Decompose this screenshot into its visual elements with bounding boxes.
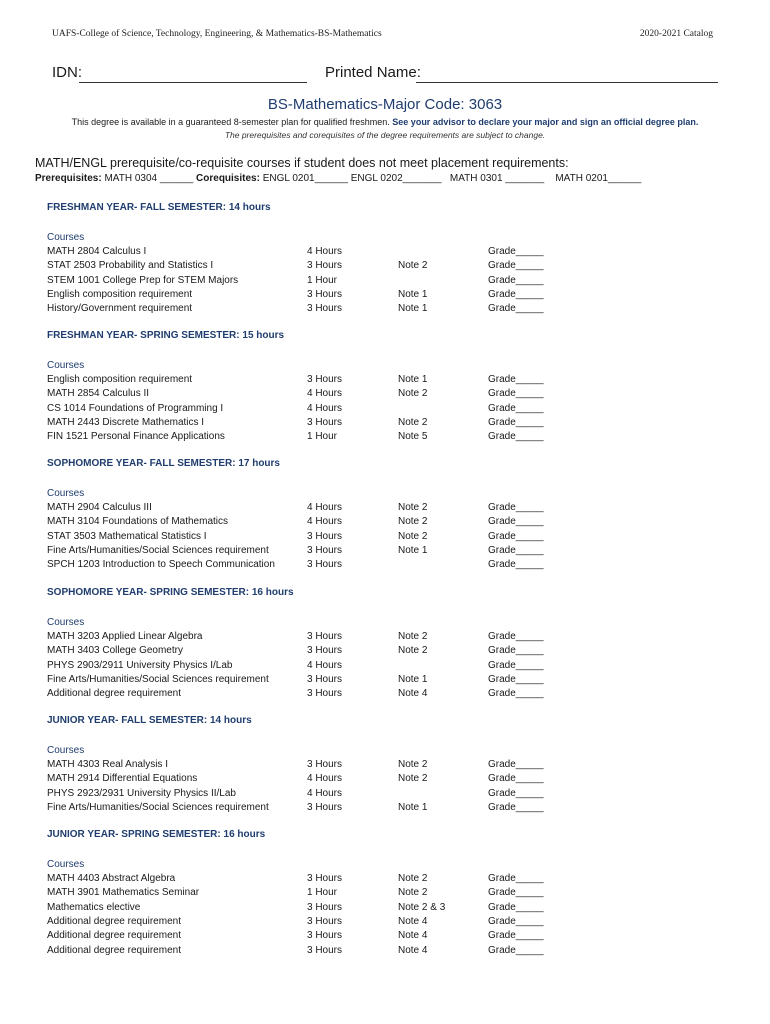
courses-label: Courses [47, 859, 85, 870]
semester-title: SOPHOMORE YEAR- FALL SEMESTER: 17 hours [47, 458, 280, 469]
grade-blank[interactable]: Grade_____ [488, 416, 544, 428]
prereq-heading: MATH/ENGL prerequisite/co-requisite courses if student does not meet placement requirements: [35, 156, 569, 170]
subtitle-plain: This degree is available in a guaranteed 8-semester plan for qualified freshmen. [71, 117, 393, 127]
coreq-text: ENGL 0201______ ENGL 0202_______ MATH 0301 _______ MATH 0201______ [259, 173, 642, 184]
course-row [0, 545, 770, 559]
course-row [0, 759, 770, 773]
course-note: Note 4 [398, 688, 428, 700]
course-hours: 4 Hours [307, 659, 343, 671]
course-hours: 3 Hours [307, 530, 343, 542]
course-hours: 1 Hour [307, 274, 338, 286]
course-name: Fine Arts/Humanities/Social Sciences requirement [47, 673, 269, 685]
course-hours: 1 Hour [307, 431, 338, 443]
course-row [0, 660, 770, 674]
grade-blank[interactable]: Grade_____ [488, 873, 544, 884]
grade-blank[interactable]: Grade_____ [488, 516, 544, 528]
course-name: Mathematics elective [47, 901, 141, 913]
course-hours: 3 Hours [307, 759, 343, 770]
course-hours: 4 Hours [307, 787, 343, 799]
course-row [0, 631, 770, 645]
subtitle-disclaimer: The prerequisites and corequisites of the degree requirements are subject to change. [224, 130, 546, 140]
course-name: SPCH 1203 Introduction to Speech Communication [47, 559, 275, 571]
course-note: Note 1 [398, 303, 428, 315]
grade-blank[interactable]: Grade_____ [488, 759, 544, 770]
grade-blank[interactable]: Grade_____ [488, 887, 544, 899]
course-hours: 3 Hours [307, 631, 343, 642]
course-name: Fine Arts/Humanities/Social Sciences requirement [47, 801, 269, 813]
course-note: Note 1 [398, 374, 428, 385]
course-name: MATH 3901 Mathematics Seminar [47, 887, 200, 899]
course-hours: 4 Hours [307, 516, 343, 528]
course-row [0, 887, 770, 901]
course-row [0, 531, 770, 545]
course-hours: 3 Hours [307, 801, 343, 813]
course-row [0, 873, 770, 887]
course-name: PHYS 2903/2911 University Physics I/Lab [47, 659, 233, 671]
course-row [0, 260, 770, 274]
course-row [0, 902, 770, 916]
course-note: Note 4 [398, 915, 428, 927]
course-row [0, 374, 770, 388]
course-note: Note 4 [398, 930, 428, 942]
courses-label: Courses [47, 360, 85, 371]
page-title: BS-Mathematics-Major Code: 3063 [267, 96, 503, 113]
grade-blank[interactable]: Grade_____ [488, 930, 544, 942]
grade-blank[interactable]: Grade_____ [488, 559, 544, 571]
grade-blank[interactable]: Grade_____ [488, 688, 544, 700]
courses-label: Courses [47, 745, 85, 756]
course-hours: 3 Hours [307, 288, 343, 300]
course-hours: 4 Hours [307, 388, 343, 400]
course-hours: 4 Hours [307, 502, 343, 513]
course-name: MATH 2443 Discrete Mathematics I [47, 416, 205, 428]
course-row [0, 246, 770, 260]
course-row [0, 516, 770, 530]
course-hours: 3 Hours [307, 416, 343, 428]
course-note: Note 2 [398, 388, 428, 400]
page-header [52, 29, 713, 43]
course-hours: 3 Hours [307, 645, 343, 657]
grade-blank[interactable]: Grade_____ [488, 787, 544, 799]
course-row [0, 275, 770, 289]
course-name: Additional degree requirement [47, 944, 181, 956]
courses-label: Courses [47, 232, 85, 243]
course-note: Note 2 [398, 645, 428, 657]
grade-blank[interactable]: Grade_____ [488, 274, 544, 286]
course-hours: 3 Hours [307, 873, 343, 884]
course-note: Note 2 & 3 [398, 901, 446, 913]
course-name: History/Government requirement [47, 303, 193, 315]
course-hours: 3 Hours [307, 559, 343, 571]
course-row [0, 403, 770, 417]
grade-blank[interactable]: Grade_____ [488, 388, 544, 400]
course-name: MATH 4303 Real Analysis I [47, 759, 168, 770]
grade-blank[interactable]: Grade_____ [488, 673, 544, 685]
course-hours: 3 Hours [307, 915, 343, 927]
course-note: Note 1 [398, 288, 428, 300]
course-note: Note 2 [398, 416, 428, 428]
course-hours: 3 Hours [307, 673, 343, 685]
course-name: Additional degree requirement [47, 930, 181, 942]
course-name: MATH 2904 Calculus III [47, 502, 152, 513]
grade-blank[interactable]: Grade_____ [488, 260, 544, 272]
course-row [0, 559, 770, 573]
course-name: MATH 4403 Abstract Algebra [47, 873, 176, 884]
printed-name-label: Printed Name: [325, 64, 421, 81]
course-note: Note 2 [398, 516, 428, 528]
course-note: Note 2 [398, 773, 428, 785]
course-row [0, 930, 770, 944]
semester-title: FRESHMAN YEAR- FALL SEMESTER: 14 hours [47, 202, 271, 213]
course-hours: 4 Hours [307, 773, 343, 785]
course-note: Note 2 [398, 759, 428, 770]
course-name: MATH 2854 Calculus II [47, 388, 150, 400]
course-hours: 3 Hours [307, 374, 343, 385]
course-row [0, 945, 770, 959]
course-name: English composition requirement [47, 374, 193, 385]
coreq-label: Corequisites: [196, 173, 260, 184]
course-name: Additional degree requirement [47, 688, 181, 700]
semester-title: SOPHOMORE YEAR- SPRING SEMESTER: 16 hours [47, 587, 294, 598]
grade-blank[interactable]: Grade_____ [488, 303, 544, 315]
grade-blank[interactable]: Grade_____ [488, 402, 544, 414]
course-name: STAT 3503 Mathematical Statistics I [47, 530, 207, 542]
course-note: Note 2 [398, 530, 428, 542]
course-row [0, 916, 770, 930]
course-note: Note 4 [398, 944, 428, 956]
course-note: Note 1 [398, 673, 428, 685]
course-name: MATH 3203 Applied Linear Algebra [47, 631, 203, 642]
course-name: MATH 2914 Differential Equations [47, 773, 198, 785]
course-row [0, 802, 770, 816]
grade-blank[interactable]: Grade_____ [488, 374, 544, 385]
course-row [0, 645, 770, 659]
subtitle-advisor-note: See your advisor to declare your major and sign an official degree plan. [392, 117, 699, 127]
course-hours: 3 Hours [307, 303, 343, 315]
grade-blank[interactable]: Grade_____ [488, 246, 544, 257]
header-catalog: 2020-2021 Catalog [639, 29, 713, 39]
course-row [0, 431, 770, 445]
grade-blank[interactable]: Grade_____ [488, 530, 544, 542]
semester-title: FRESHMAN YEAR- SPRING SEMESTER: 15 hours [47, 330, 285, 341]
id-line [52, 64, 718, 86]
header-college: UAFS-College of Science, Technology, Engineering, & Mathematics-BS-Mathematics [52, 29, 382, 39]
course-row [0, 788, 770, 802]
course-hours: 3 Hours [307, 260, 343, 272]
course-note: Note 2 [398, 260, 428, 272]
idn-label: IDN: [52, 64, 82, 81]
course-note: Note 2 [398, 873, 428, 884]
course-name: MATH 3104 Foundations of Mathematics [47, 516, 229, 528]
course-hours: 3 Hours [307, 901, 343, 913]
grade-blank[interactable]: Grade_____ [488, 901, 544, 913]
grade-blank[interactable]: Grade_____ [488, 431, 544, 443]
course-row [0, 289, 770, 303]
course-hours: 1 Hour [307, 887, 338, 899]
prereq-label: Prerequisites: [35, 173, 102, 184]
course-name: Fine Arts/Humanities/Social Sciences requirement [47, 544, 269, 556]
prereq-line [35, 173, 641, 184]
course-row [0, 688, 770, 702]
grade-blank[interactable]: Grade_____ [488, 502, 544, 513]
course-note: Note 1 [398, 801, 428, 813]
course-note: Note 1 [398, 544, 428, 556]
course-name: English composition requirement [47, 288, 193, 300]
course-hours: 3 Hours [307, 544, 343, 556]
course-row [0, 303, 770, 317]
grade-blank[interactable]: Grade_____ [488, 288, 544, 300]
grade-blank[interactable]: Grade_____ [488, 773, 544, 785]
printed-name-blank[interactable] [416, 82, 718, 83]
semester-title: JUNIOR YEAR- FALL SEMESTER: 14 hours [47, 715, 252, 726]
course-row [0, 388, 770, 402]
course-name: STAT 2503 Probability and Statistics I [47, 260, 214, 272]
grade-blank[interactable]: Grade_____ [488, 801, 544, 813]
courses-label: Courses [47, 617, 85, 628]
grade-blank[interactable]: Grade_____ [488, 915, 544, 927]
course-name: FIN 1521 Personal Finance Applications [47, 431, 225, 443]
course-row [0, 417, 770, 431]
subtitle-line [25, 117, 745, 127]
semester-title: JUNIOR YEAR- SPRING SEMESTER: 16 hours [47, 829, 266, 840]
course-hours: 4 Hours [307, 402, 343, 414]
course-row [0, 773, 770, 787]
course-name: MATH 2804 Calculus I [47, 246, 147, 257]
course-row [0, 502, 770, 516]
course-name: PHYS 2923/2931 University Physics II/Lab [47, 787, 236, 799]
course-note: Note 2 [398, 887, 428, 899]
idn-blank[interactable] [79, 82, 307, 83]
course-note: Note 2 [398, 502, 428, 513]
grade-blank[interactable]: Grade_____ [488, 544, 544, 556]
course-name: MATH 3403 College Geometry [47, 645, 183, 657]
prereq-text: MATH 0304 ______ [101, 173, 197, 184]
course-row [0, 674, 770, 688]
course-hours: 3 Hours [307, 688, 343, 700]
grade-blank[interactable]: Grade_____ [488, 631, 544, 642]
course-hours: 3 Hours [307, 930, 343, 942]
grade-blank[interactable]: Grade_____ [488, 645, 544, 657]
grade-blank[interactable]: Grade_____ [488, 659, 544, 671]
courses-label: Courses [47, 488, 85, 499]
course-note: Note 2 [398, 631, 428, 642]
course-name: CS 1014 Foundations of Programming I [47, 402, 224, 414]
course-hours: 4 Hours [307, 246, 343, 257]
course-name: STEM 1001 College Prep for STEM Majors [47, 274, 239, 286]
course-name: Additional degree requirement [47, 915, 181, 927]
grade-blank[interactable]: Grade_____ [488, 944, 544, 956]
course-note: Note 5 [398, 431, 428, 443]
course-hours: 3 Hours [307, 944, 343, 956]
